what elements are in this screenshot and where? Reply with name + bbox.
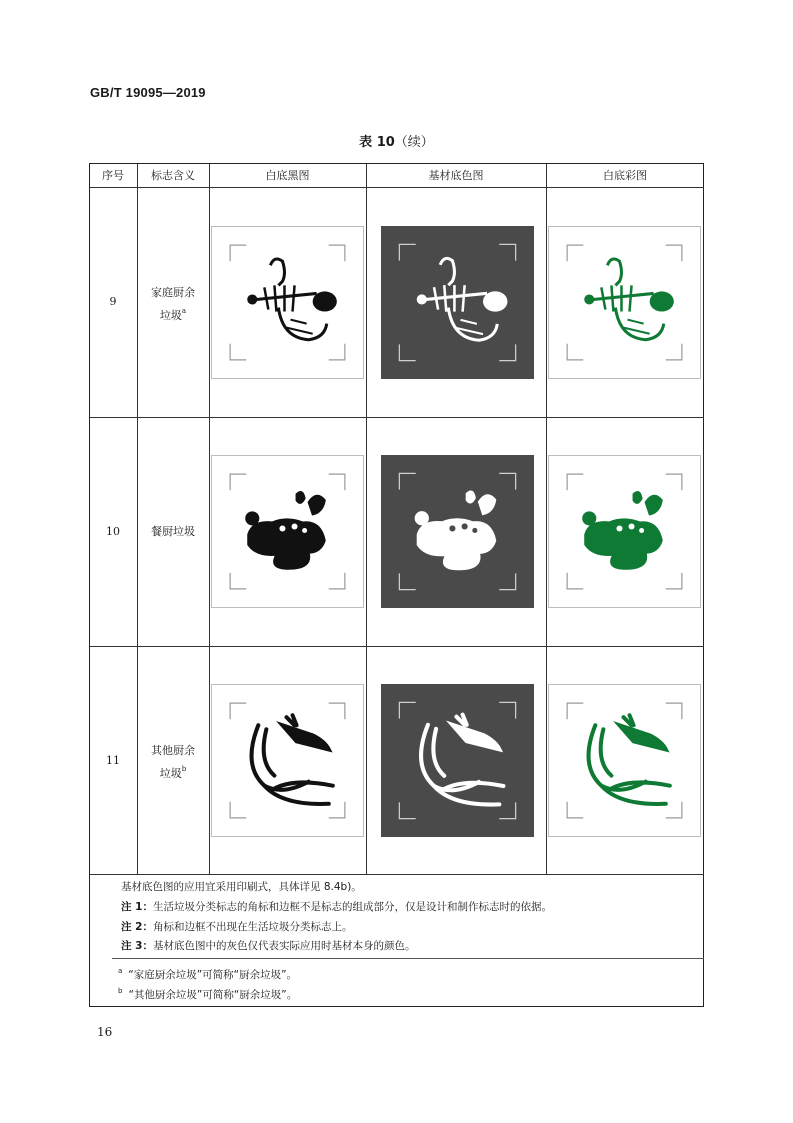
note-1	[121, 900, 552, 914]
restaurant-waste-icon	[549, 456, 700, 607]
row-meaning	[137, 522, 209, 541]
other-kitchen-waste-icon	[381, 684, 534, 837]
footnote-b	[118, 987, 297, 1002]
row-divider	[112, 958, 704, 959]
header-base-color: 基材底色图	[428, 169, 484, 182]
footnote-mark: a	[181, 307, 187, 315]
note-label: 注 1：	[121, 901, 153, 913]
footnote-mark: a	[118, 967, 123, 975]
table-title	[0, 131, 793, 150]
note-2	[121, 920, 352, 934]
meaning-line: 餐厨垃圾	[151, 525, 195, 538]
note-3	[121, 939, 415, 953]
other-kitchen-waste-icon	[381, 684, 534, 837]
header-meaning: 标志含义	[151, 169, 195, 182]
col-divider	[209, 163, 210, 874]
meaning-line: 家庭厨余	[151, 286, 195, 299]
other-kitchen-waste-icon	[549, 685, 700, 836]
note-label: 注 2：	[121, 921, 153, 933]
kitchen-waste-icon	[212, 227, 363, 378]
kitchen-waste-icon	[211, 226, 364, 379]
restaurant-waste-icon	[548, 455, 701, 608]
restaurant-waste-icon	[212, 456, 363, 607]
restaurant-waste-icon	[211, 455, 364, 608]
restaurant-waste-icon	[381, 455, 534, 608]
note-label: 注 3：	[121, 940, 153, 952]
restaurant-waste-icon	[381, 455, 534, 608]
row-divider	[89, 646, 704, 647]
footnote-a	[118, 967, 297, 982]
row-meaning	[137, 741, 209, 783]
other-kitchen-waste-icon	[212, 685, 363, 836]
note-text: 基材底色图中的灰色仅代表实际应用时基材本身的颜色。	[152, 940, 416, 952]
table-title-number: 表 10	[359, 135, 395, 150]
footnote-text: “家庭厨余垃圾”可简称“厨余垃圾”。	[128, 969, 298, 981]
fish-bone-shape	[247, 259, 337, 340]
meaning-line: 垃圾	[159, 767, 182, 780]
banana-peel-shape	[421, 715, 503, 805]
row-divider	[89, 187, 704, 188]
page-number: 16	[97, 1025, 113, 1039]
row-divider	[89, 874, 704, 875]
standard-code: GB/T 19095—2019	[90, 85, 206, 100]
header-white-black: 白底黑图	[265, 169, 310, 182]
note-text: 角标和边框不出现在生活垃圾分类标志上。	[152, 921, 353, 933]
kitchen-waste-icon	[549, 227, 700, 378]
fish-bone-shape	[584, 259, 674, 340]
meaning-line: 其他厨余	[151, 744, 195, 757]
header-no: 序号	[102, 169, 124, 182]
row-number: 9	[109, 295, 117, 308]
food-pile-shape	[583, 492, 662, 569]
footnote-text: “其他厨余垃圾”可简称“厨余垃圾”。	[128, 989, 298, 1001]
food-pile-shape	[246, 492, 325, 569]
banana-peel-shape	[252, 715, 333, 804]
note-text: 生活垃圾分类标志的角标和边框不是标志的组成部分，仅是设计和制作标志时的依据。	[152, 901, 552, 913]
other-kitchen-waste-icon	[211, 684, 364, 837]
footnote-mark: b	[118, 987, 123, 995]
col-divider	[546, 163, 547, 874]
meaning-line: 垃圾	[159, 309, 182, 322]
kitchen-waste-icon	[548, 226, 701, 379]
kitchen-waste-icon	[381, 226, 534, 379]
kitchen-waste-icon	[381, 226, 534, 379]
footnote-mark: b	[181, 765, 187, 773]
table-title-suffix: （续）	[394, 135, 434, 150]
note-intro: 基材底色图的应用宜采用印刷式，具体详见 8.4b)。	[121, 881, 362, 893]
row-meaning	[137, 283, 209, 325]
other-kitchen-waste-icon	[548, 684, 701, 837]
row-number: 11	[106, 754, 120, 767]
fish-bone-shape	[417, 258, 508, 340]
food-pile-shape	[416, 491, 496, 569]
col-divider	[366, 163, 367, 874]
row-number: 10	[106, 525, 120, 538]
row-divider	[89, 417, 704, 418]
banana-peel-shape	[589, 715, 670, 804]
header-white-color: 白底彩图	[603, 169, 647, 182]
